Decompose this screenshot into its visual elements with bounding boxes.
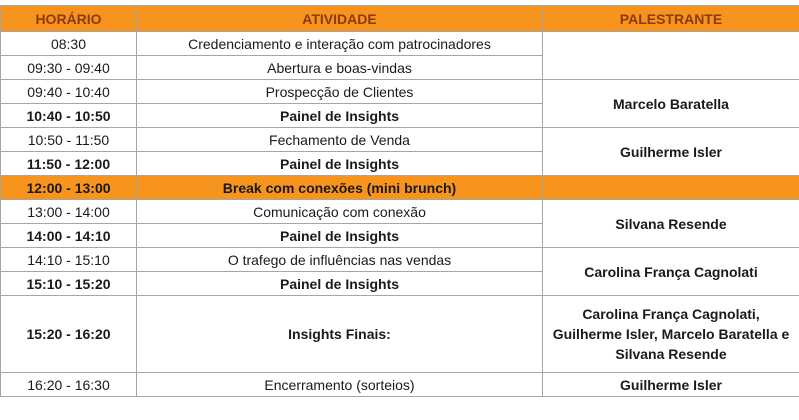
time-cell: 10:40 - 10:50	[1, 104, 137, 128]
activity-cell: Painel de Insights	[137, 152, 543, 176]
break-row	[1, 176, 799, 200]
speaker-cell-empty	[543, 32, 799, 80]
table-row	[1, 32, 799, 56]
time-cell: 09:30 - 09:40	[1, 56, 137, 80]
activity-cell: Abertura e boas-vindas	[137, 56, 543, 80]
schedule-container	[0, 5, 799, 397]
activity-cell: Credenciamento e interação com patrocinadores	[137, 32, 543, 56]
time-cell: 14:00 - 14:10	[1, 224, 137, 248]
time-cell: 10:50 - 11:50	[1, 128, 137, 152]
time-cell: 08:30	[1, 32, 137, 56]
speaker-cell: Carolina França Cagnolati	[543, 248, 799, 296]
time-cell: 16:20 - 16:30	[1, 373, 137, 397]
speaker-cell: Guilherme Isler	[543, 373, 799, 397]
activity-cell: Prospecção de Clientes	[137, 80, 543, 104]
time-cell: 15:10 - 15:20	[1, 272, 137, 296]
speaker-cell-empty	[543, 176, 799, 200]
activity-cell: Painel de Insights	[137, 224, 543, 248]
activity-cell: Insights Finais:	[137, 296, 543, 373]
activity-cell: Painel de Insights	[137, 104, 543, 128]
activity-cell: Encerramento (sorteios)	[137, 373, 543, 397]
header-activity: ATIVIDADE	[137, 6, 543, 32]
table-row	[1, 248, 799, 272]
header-speaker: PALESTRANTE	[543, 6, 799, 32]
time-cell: 15:20 - 16:20	[1, 296, 137, 373]
time-cell: 13:00 - 14:00	[1, 200, 137, 224]
time-cell: 14:10 - 15:10	[1, 248, 137, 272]
activity-cell: Painel de Insights	[137, 272, 543, 296]
table-row	[1, 200, 799, 224]
activity-cell: Fechamento de Venda	[137, 128, 543, 152]
header-time: HORÁRIO	[1, 6, 137, 32]
speaker-cell: Guilherme Isler	[543, 128, 799, 176]
speaker-cell: Silvana Resende	[543, 200, 799, 248]
table-row	[1, 80, 799, 104]
speaker-cell: Carolina França Cagnolati, Guilherme Isler, Marcelo Baratella e Silvana Resende	[543, 296, 799, 373]
time-cell: 12:00 - 13:00	[1, 176, 137, 200]
activity-cell: Break com conexões (mini brunch)	[137, 176, 543, 200]
schedule-table	[0, 5, 799, 397]
speaker-cell: Marcelo Baratella	[543, 80, 799, 128]
time-cell: 11:50 - 12:00	[1, 152, 137, 176]
activity-cell: O trafego de influências nas vendas	[137, 248, 543, 272]
table-row	[1, 296, 799, 373]
header-row	[1, 6, 799, 32]
table-row	[1, 128, 799, 152]
table-row	[1, 373, 799, 397]
activity-cell: Comunicação com conexão	[137, 200, 543, 224]
time-cell: 09:40 - 10:40	[1, 80, 137, 104]
